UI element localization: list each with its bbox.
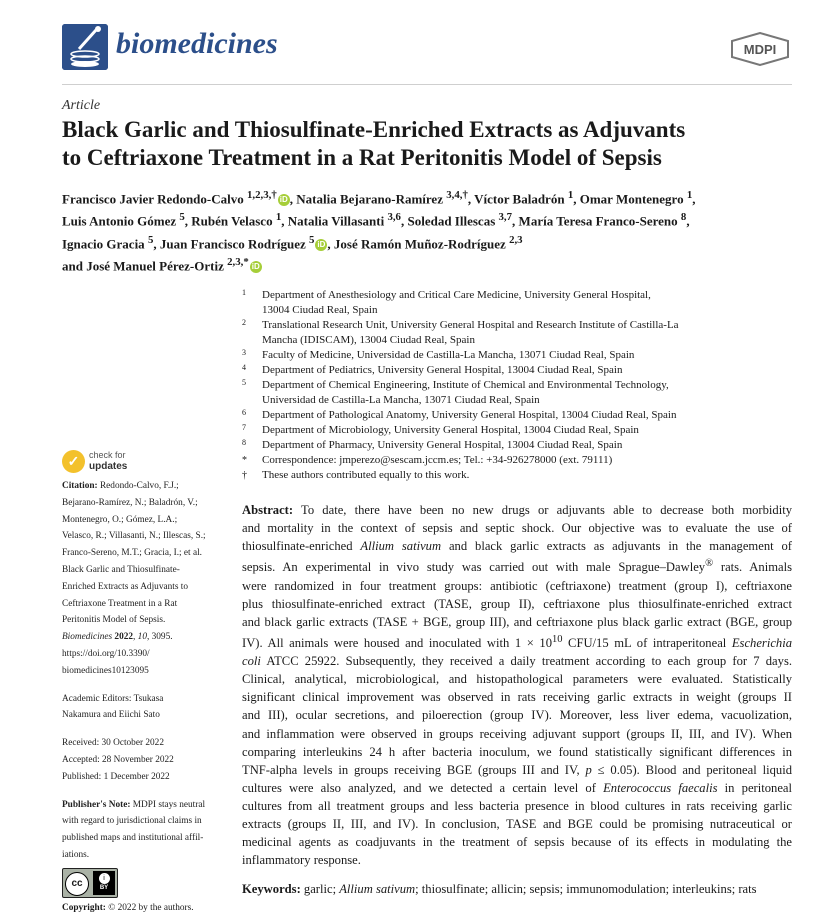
creative-commons-icon: cc	[65, 872, 89, 896]
affiliation-item	[242, 423, 792, 438]
abstract	[242, 501, 792, 869]
publisher-note-label: Publisher's Note:	[62, 799, 131, 810]
journal-logo	[62, 24, 108, 70]
abstract-line: and III), ocular secretions, and piloerection (group IV). Moreover, less liver edema, vacuolization,	[242, 708, 792, 723]
abstract-line	[242, 652, 792, 670]
citation-year: 2022	[114, 632, 134, 643]
copyright-text: © 2022 by the authors.	[105, 903, 194, 913]
abstract-line: cultures from all treatment groups and less bacteria presence in blood cultures in rats receiving garlic	[242, 798, 792, 813]
citation-text: Peritonitis Model of Sepsis.	[62, 615, 166, 626]
doi-link[interactable]	[62, 646, 228, 663]
author-name[interactable]: Luis Antonio Gómez	[62, 213, 180, 229]
check-updates-line-1: check for	[89, 450, 126, 460]
author-affiliation-sup: 1,2,3,†	[247, 189, 277, 201]
affiliation-text: Department of Pharmacy, University General Hospital, 13004 Ciudad Real, Spain	[262, 439, 623, 451]
sidebar	[62, 478, 228, 864]
abstract-text: ≤ 0.05). Blood and peritoneal liquid	[591, 762, 792, 777]
abstract-line	[242, 537, 792, 555]
abstract-text: thiosulfinate-enriched	[242, 539, 361, 554]
affiliation-item	[242, 408, 792, 423]
doi-link-line[interactable]: biomedicines10123095	[62, 665, 149, 676]
title-line-1: Black Garlic and Thiosulfinate-Enriched Extracts as Adjuvants	[62, 117, 686, 142]
person-icon: i	[99, 873, 110, 884]
author-affiliation-sup: 2,3	[509, 233, 523, 246]
abstract-line: and inflammation were observed in groups receiving adjuvant support (groups II, III, and IV). When	[242, 726, 792, 741]
orcid-icon[interactable]: iD	[317, 239, 326, 249]
author-line-1	[62, 186, 792, 208]
by-label: BY	[99, 885, 109, 891]
author-name[interactable]: Francisco Javier Redondo-Calvo	[62, 191, 247, 207]
abstract-text: rats. Animals	[713, 560, 792, 575]
affiliation-mark: 6	[242, 408, 246, 417]
keywords-text: garlic;	[300, 882, 340, 896]
abstract-italic: coli	[242, 654, 261, 669]
title-line-2: to Ceftriaxone Treatment in a Rat Peritonitis Model of Sepsis	[62, 145, 662, 170]
author-affiliation-sup: 8	[680, 211, 687, 224]
affiliation-text: Universidad de Castilla-La Mancha, 13071 Ciudad Real, Spain	[262, 394, 540, 406]
author-affiliation-sup: 5	[179, 211, 185, 224]
abstract-italic: p	[585, 762, 592, 777]
affiliation-item	[242, 348, 792, 363]
author-line-2	[62, 208, 792, 230]
affiliation-text: Department of Anesthesiology and Critical Care Medicine, University General Hospital,	[262, 289, 651, 301]
abstract-label: Abstract:	[242, 503, 294, 517]
affiliation-text: Faculty of Medicine, Universidad de Castilla-La Mancha, 13071 Ciudad Real, Spain	[262, 349, 635, 361]
citation-volume: 10	[137, 632, 147, 643]
affiliations	[242, 288, 792, 483]
author-list	[62, 186, 792, 275]
correspondence-text[interactable]: Correspondence: jmperezo@sescam.jccm.es; Tel.: +34-926278000 (ext. 79111)	[262, 454, 613, 466]
affiliation-item	[242, 363, 792, 378]
citation-text: Black Garlic and Thiosulfinate-	[62, 564, 180, 575]
exponent: 10	[552, 633, 563, 645]
affiliation-text: Department of Pathological Anatomy, University General Hospital, 13004 Ciudad Real, Spain	[262, 409, 677, 421]
author-name[interactable]: , Soledad Illescas	[400, 213, 499, 229]
cc-by-license-badge[interactable]	[62, 868, 118, 898]
author-line-4	[62, 253, 792, 275]
affiliation-text: Department of Microbiology, University General Hospital, 13004 Ciudad Real, Spain	[262, 424, 639, 436]
doi-link-cont[interactable]	[62, 663, 228, 680]
article-title	[62, 116, 792, 172]
abstract-line	[242, 779, 792, 797]
mdpi-hexagon-icon	[730, 32, 790, 66]
keywords-label: Keywords:	[242, 882, 301, 896]
registered-mark: ®	[705, 558, 714, 570]
abstract-line: were randomized in four treatment groups: antibiotic (ceftriaxone) treatment (group I), ceftriaxone	[242, 578, 792, 593]
author-affiliation-sup: 1	[275, 211, 282, 224]
citation-text: Montenegro, O.; Gómez, L.A.;	[62, 514, 178, 525]
affiliation-mark: 2	[242, 318, 246, 327]
check-for-updates-button[interactable]	[62, 450, 152, 474]
abstract-line	[242, 631, 792, 652]
citation-journal: Biomedicines	[62, 632, 113, 643]
abstract-line: Clinical, analytical, microbiological, and histopathological parameters were evaluated. Statistically	[242, 672, 792, 687]
affiliation-mark: †	[242, 470, 247, 481]
author-name[interactable]: , José Ramón Muñoz-Rodríguez	[327, 235, 510, 251]
copyright-label: Copyright:	[62, 903, 106, 913]
abstract-italic: Enterococcus faecalis	[603, 780, 718, 795]
abstract-line	[242, 761, 792, 779]
affiliation-mark: 8	[242, 438, 246, 447]
citation-text: Franco-Sereno, M.T.; Gracia, I.; et al.	[62, 548, 203, 559]
author-affiliation-sup: 5	[309, 233, 315, 246]
author-affiliation-sup: 3,6	[387, 211, 401, 224]
header-divider	[62, 84, 792, 85]
attribution-icon	[93, 871, 115, 895]
affiliation-text: 13004 Ciudad Real, Spain	[262, 304, 378, 316]
author-name[interactable]: , Natalia Villasanti	[281, 213, 388, 229]
citation-text: Ceftriaxone Treatment in a Rat	[62, 598, 178, 609]
abstract-text: ATCC 25922. Subsequently, they received a daily treatment according to each group for 7 days.	[260, 654, 792, 669]
author-name[interactable]: and José Manuel Pérez-Ortiz	[62, 258, 228, 274]
author-affiliation-sup: 1	[567, 189, 574, 201]
affiliation-item	[242, 318, 792, 348]
abstract-italic: Allium sativum	[360, 539, 442, 554]
doi-link-line[interactable]: https://doi.org/10.3390/	[62, 648, 150, 659]
keywords	[242, 880, 792, 898]
author-affiliation-sup: 3,7	[498, 211, 513, 224]
editors-text: Academic Editors: Tsukasa	[62, 693, 164, 704]
affiliation-text: Department of Pediatrics, University General Hospital, 13004 Ciudad Real, Spain	[262, 364, 623, 376]
affiliation-mark: 5	[242, 378, 246, 387]
author-name[interactable]: , Víctor Baladrón	[467, 191, 568, 207]
abstract-italic: Escherichia	[731, 636, 792, 651]
author-affiliation-sup: 1	[686, 189, 693, 201]
copyright	[62, 903, 194, 913]
abstract-line	[242, 501, 792, 519]
affiliation-item	[242, 378, 792, 408]
orcid-icon[interactable]: iD	[251, 262, 260, 272]
abstract-text: cultures were also analyzed, and we detected a certain level of	[242, 780, 604, 795]
citation: Citation: Redondo-Calvo, F.J.; Bejarano-Ramírez, N.; Baladrón, V.; Montenegro, O.; Gómez, L.A.; Velasco, R.; Villasanti, N.; Illescas, S.; Franco-Sereno, M.T.; Gracia, I.; et al. Black Garlic and Thiosulfinate- Enriched Extracts as Adjuvants to Ceftriaxone Treatment in a Rat Peritonitis Model of Sepsis. Biomedicines 2022, 10, 3095. https://doi.org/10.3390/ biomedicines10123095	[62, 478, 228, 680]
published-date: Published: 1 December 2022	[62, 771, 170, 782]
publisher-note-text: with regard to jurisdictional claims in	[62, 816, 202, 827]
keywords-italic: Allium sativum	[339, 882, 416, 896]
journal-name[interactable]: biomedicines	[116, 27, 278, 60]
affiliation-mark: 7	[242, 423, 246, 432]
author-name[interactable]: , María Teresa Franco-Sereno	[512, 213, 681, 229]
checkmark-icon: ✓	[62, 450, 85, 473]
author-name[interactable]: , Juan Francisco Rodríguez	[153, 235, 309, 251]
pipette-icon	[62, 24, 108, 70]
abstract-text: and black garlic extracts as adjuvants in the management of	[441, 539, 792, 554]
dates	[62, 735, 228, 785]
orcid-icon[interactable]: iD	[279, 195, 288, 205]
affiliation-text: These authors contributed equally to this work.	[262, 469, 470, 481]
author-name[interactable]: , Rubén Velasco	[184, 213, 276, 229]
abstract-line: medicinal agents as coadjuvants in the treatment of sepsis because of its effects in modulating the	[242, 835, 792, 850]
abstract-line: and black garlic extracts (TASE + BGE, group III), and ceftriaxone plus black garlic extract (BGE, group	[242, 614, 792, 629]
citation-pages: , 3095.	[146, 632, 173, 643]
abstract-text: CFU/15 mL of intraperitoneal	[562, 636, 732, 651]
abstract-text: To date, there have been no new drugs or adjuvants able to decrease both morbidity	[293, 503, 792, 517]
mdpi-logo-text: MDPI	[743, 42, 777, 57]
abstract-text: in peritoneal	[717, 780, 792, 795]
check-updates-line-2: updates	[89, 461, 128, 472]
publisher-note-text: published maps and institutional affil-	[62, 833, 204, 844]
citation-text: Velasco, R.; Villasanti, N.; Illescas, S.;	[62, 531, 206, 542]
author-affiliation-sup: 5	[147, 233, 154, 246]
citation-text: Enriched Extracts as Adjuvants to	[62, 581, 188, 592]
article-type: Article	[62, 98, 101, 113]
author-name[interactable]: Ignacio Gracia	[62, 235, 148, 251]
abstract-line	[242, 555, 792, 576]
abstract-line: extracts (groups II, III, and IV). In conclusion, TASE and BGE could be promising nutraceutical or	[242, 816, 792, 831]
author-separator: ,	[686, 213, 690, 229]
abstract-line: comparing interleukins 24 h after bacteria inoculum, we found statistically significant differences in	[242, 744, 792, 759]
affiliation-item	[242, 288, 792, 318]
check-updates-text	[89, 450, 127, 472]
affiliation-mark: 1	[242, 288, 246, 297]
accepted-date: Accepted: 28 November 2022	[62, 754, 174, 765]
equal-contribution-note	[242, 468, 792, 483]
abstract-text: sepsis. An experimental in vivo study was carried out with male Sprague–Dawley	[242, 560, 706, 575]
author-name[interactable]: , Natalia Bejarano-Ramírez	[289, 191, 447, 207]
affiliation-mark: 3	[242, 348, 246, 357]
abstract-line: plus thiosulfinate-enriched extract (TASE, group II), ceftriaxone plus thiosulfinate-enriched extract	[242, 596, 792, 611]
abstract-text: TNF-alpha levels in groups receiving BGE (groups III and IV,	[242, 762, 586, 777]
affiliation-mark: *	[242, 455, 247, 466]
author-affiliation-sup: 2,3,*	[227, 255, 249, 268]
citation-text: Redondo-Calvo, F.J.;	[97, 481, 179, 491]
publisher-note	[62, 797, 228, 864]
academic-editors	[62, 691, 228, 725]
keywords-text: ; thiosulfinate; allicin; sepsis; immunomodulation; interleukins; rats	[415, 882, 757, 896]
author-name[interactable]: , Omar Montenegro	[573, 191, 687, 207]
editors-text: Nakamura and Eiichi Sato	[62, 710, 160, 721]
abstract-line: inflammatory response.	[242, 853, 361, 868]
abstract-line: significant clinical improvement was observed in rats receiving garlic extracts in weight (groups II	[242, 690, 792, 705]
affiliation-text: Department of Chemical Engineering, Institute of Chemical and Environmental Technology,	[262, 379, 669, 391]
author-line-3	[62, 231, 792, 253]
publisher-note-text: MDPI stays neutral	[130, 799, 206, 810]
affiliation-text: Mancha (IDISCAM), 13004 Ciudad Real, Spain	[262, 334, 475, 346]
author-affiliation-sup: 3,4,†	[446, 189, 468, 201]
citation-text: Bejarano-Ramírez, N.; Baladrón, V.;	[62, 497, 198, 508]
abstract-line: and mortality in the context of sepsis and septic shock. Our objective was to evaluate the use of	[242, 521, 792, 536]
author-separator: ,	[692, 191, 696, 207]
mdpi-logo[interactable]	[730, 32, 790, 66]
abstract-text: IV). All animals were housed and inoculated with 1 × 10	[242, 636, 552, 651]
affiliation-item	[242, 438, 792, 453]
affiliation-mark: 4	[242, 363, 246, 372]
publisher-note-text: iations.	[62, 849, 90, 860]
received-date: Received: 30 October 2022	[62, 738, 164, 749]
affiliation-text: Translational Research Unit, University General Hospital and Research Institute of Castilla-La	[262, 319, 679, 331]
correspondence	[242, 453, 792, 468]
citation-label: Citation:	[62, 481, 98, 491]
